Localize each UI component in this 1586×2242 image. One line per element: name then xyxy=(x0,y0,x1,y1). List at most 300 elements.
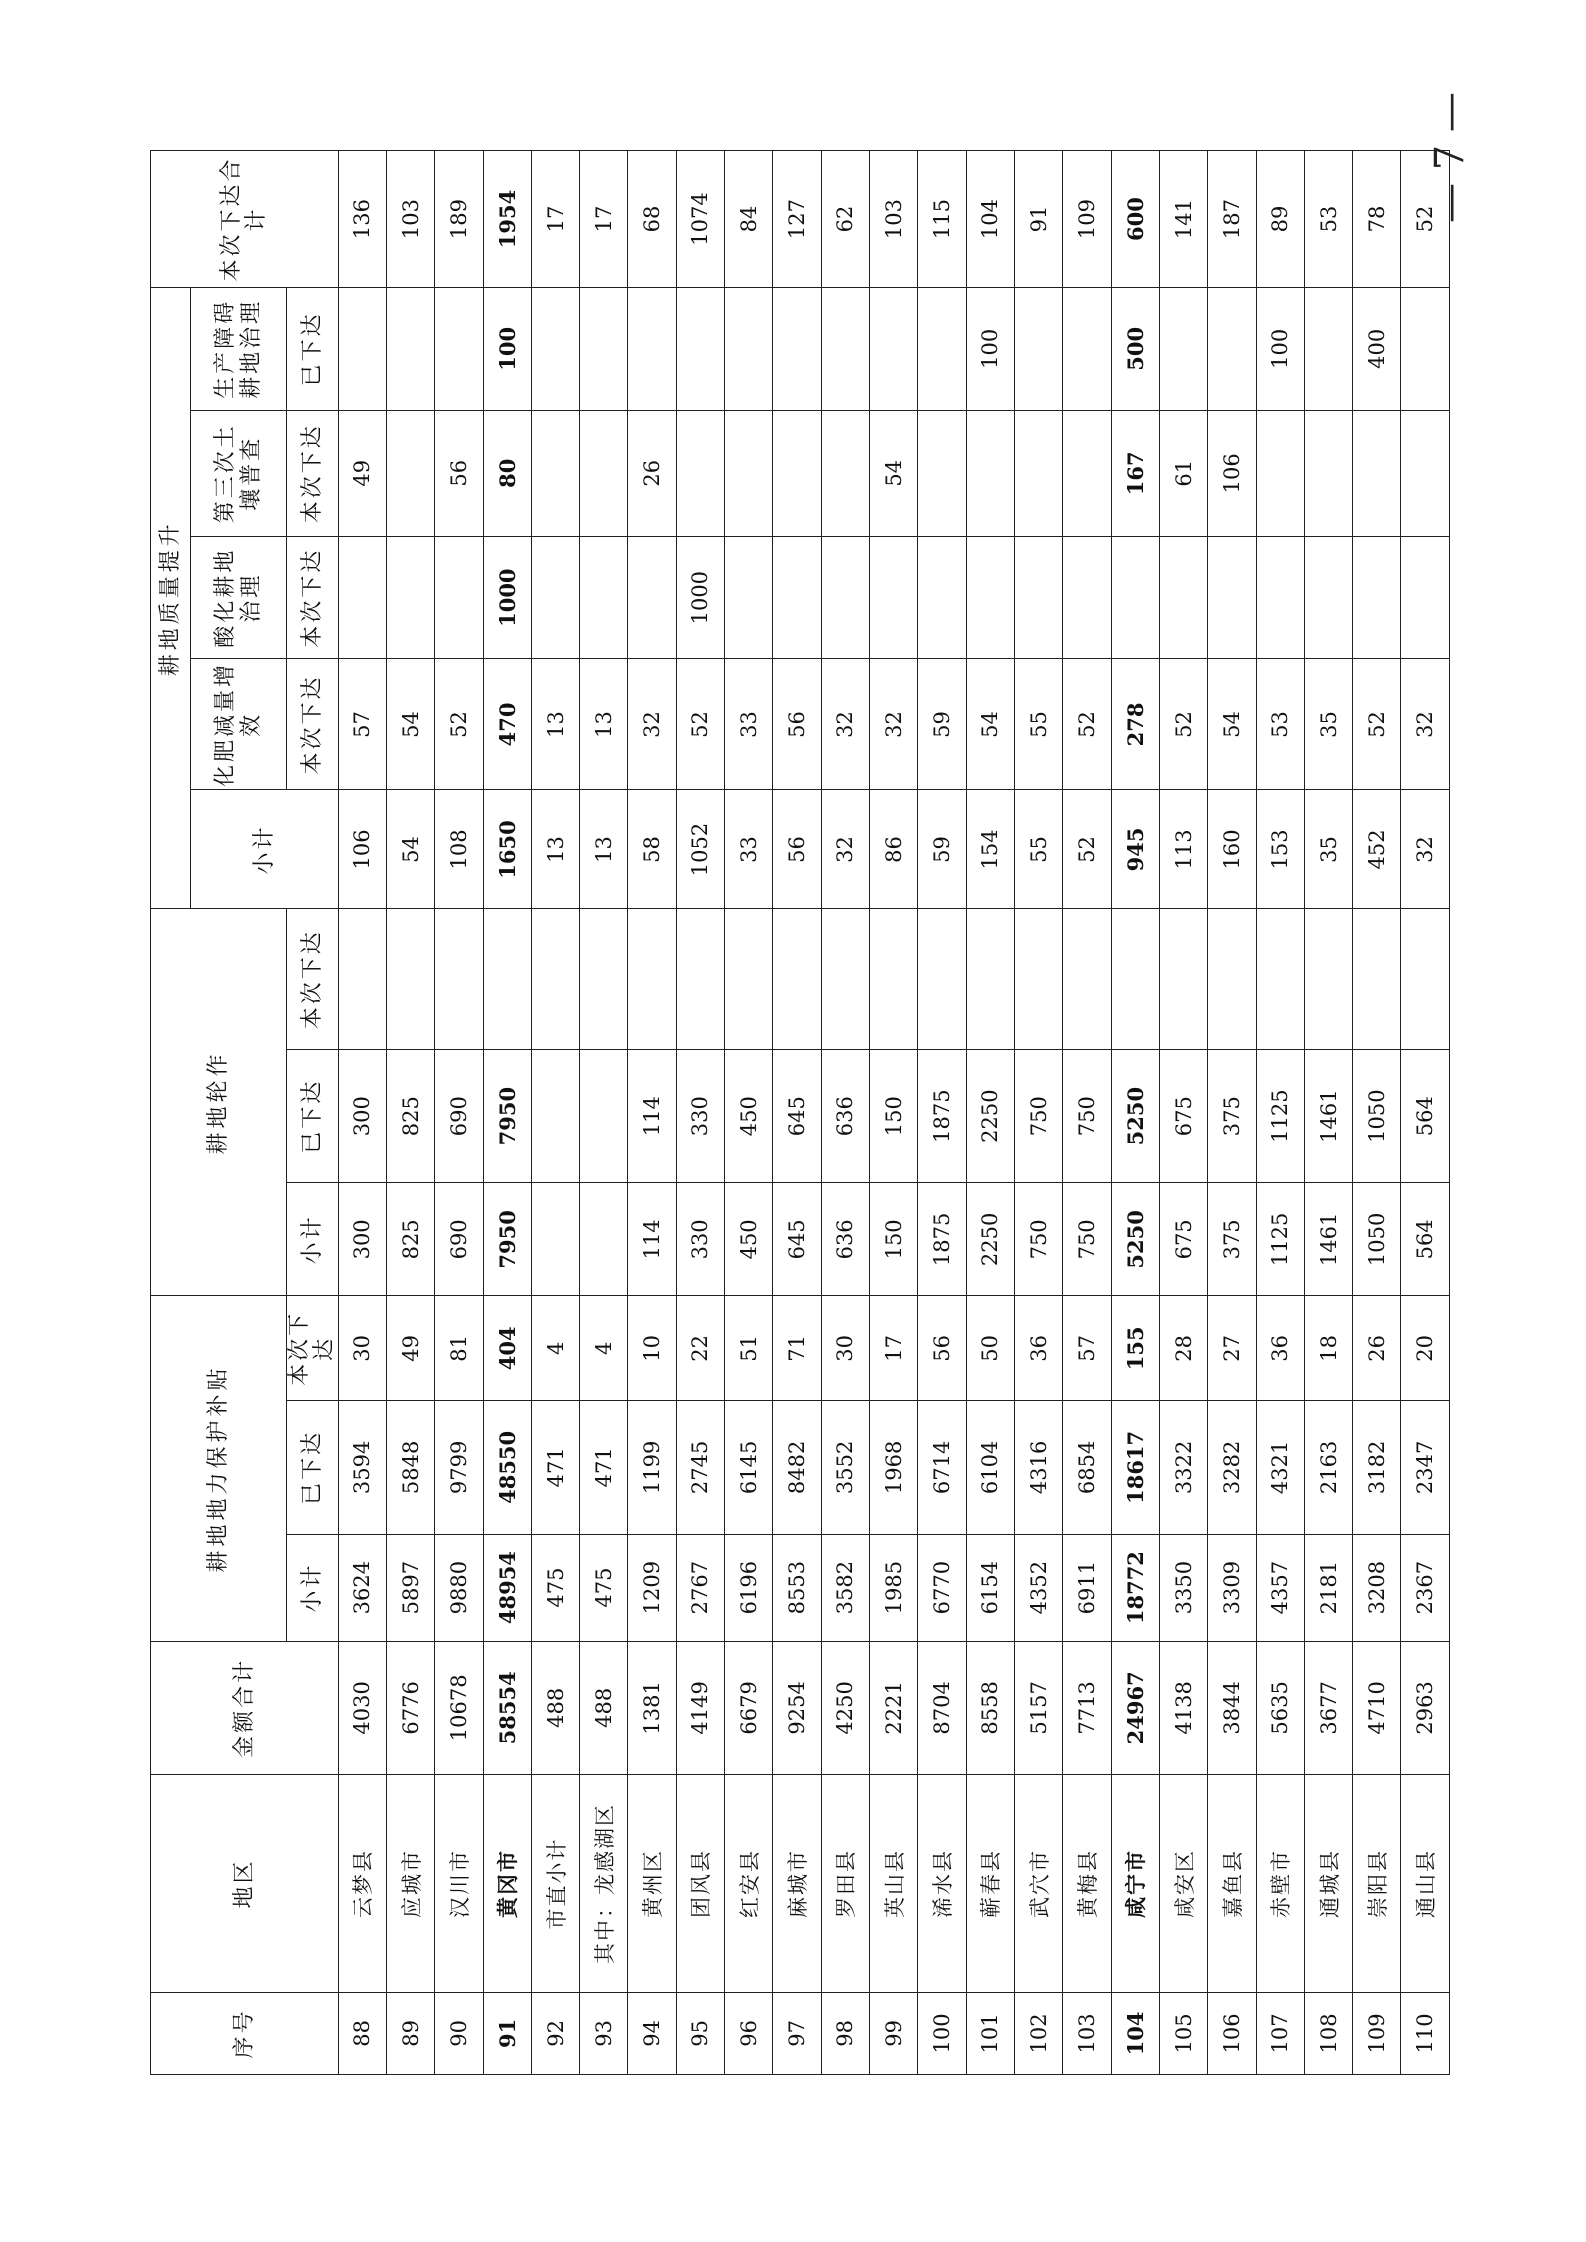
cell-total: 7713 xyxy=(1063,1641,1111,1774)
cell-fs-iss: 3282 xyxy=(1208,1401,1256,1534)
cell-obst xyxy=(435,288,483,411)
cell-rot-sub: 5250 xyxy=(1111,1183,1159,1296)
cell-fs-sub: 48954 xyxy=(483,1534,531,1641)
cell-soil xyxy=(1401,410,1450,536)
table-row xyxy=(1208,151,1256,2075)
cell-rot-iss: 2250 xyxy=(966,1050,1014,1183)
table-row xyxy=(628,151,676,2075)
table-row xyxy=(1256,151,1304,2075)
cell-rot-this xyxy=(918,909,966,1050)
cell-fs-this: 81 xyxy=(435,1296,483,1401)
cell-total: 4138 xyxy=(1159,1641,1207,1774)
cell-q-sub: 55 xyxy=(1014,790,1062,909)
cell-rot-iss xyxy=(580,1050,628,1183)
cell-this-total: 17 xyxy=(531,151,579,288)
cell-rot-this xyxy=(386,909,434,1050)
table-row xyxy=(1111,151,1159,2075)
cell-region: 咸安区 xyxy=(1159,1775,1207,1993)
cell-rot-sub: 150 xyxy=(870,1183,918,1296)
cell-fs-sub: 3582 xyxy=(821,1534,869,1641)
cell-fs-this: 26 xyxy=(1353,1296,1401,1401)
table-row xyxy=(1159,151,1207,2075)
cell-fs-this: 51 xyxy=(725,1296,773,1401)
cell-total: 10678 xyxy=(435,1641,483,1774)
cell-seq: 94 xyxy=(628,1992,676,2074)
cell-acid xyxy=(1208,536,1256,659)
cell-fs-this: 404 xyxy=(483,1296,531,1401)
cell-rot-sub: 300 xyxy=(338,1183,386,1296)
cell-seq: 109 xyxy=(1353,1992,1401,2074)
cell-this-total: 127 xyxy=(773,151,821,288)
cell-seq: 102 xyxy=(1014,1992,1062,2074)
table-row xyxy=(1014,151,1062,2075)
cell-fert: 54 xyxy=(386,659,434,790)
cell-fs-iss: 2745 xyxy=(676,1401,724,1534)
cell-fs-sub: 3309 xyxy=(1208,1534,1256,1641)
cell-q-sub: 945 xyxy=(1111,790,1159,909)
cell-this-total: 68 xyxy=(628,151,676,288)
cell-acid xyxy=(1401,536,1450,659)
cell-rot-sub: 1050 xyxy=(1353,1183,1401,1296)
cell-soil xyxy=(1353,410,1401,536)
cell-total: 5635 xyxy=(1256,1641,1304,1774)
header-obstacle: 生产障碍耕地治理 xyxy=(191,288,287,411)
cell-obst: 100 xyxy=(966,288,1014,411)
cell-q-sub: 13 xyxy=(531,790,579,909)
cell-rot-this xyxy=(628,909,676,1050)
cell-obst xyxy=(580,288,628,411)
cell-rot-iss: 1125 xyxy=(1256,1050,1304,1183)
cell-fs-iss: 8482 xyxy=(773,1401,821,1534)
table-row xyxy=(870,151,918,2075)
cell-region: 云梦县 xyxy=(338,1775,386,1993)
cell-total: 58554 xyxy=(483,1641,531,1774)
cell-fert: 52 xyxy=(435,659,483,790)
cell-fs-sub: 6154 xyxy=(966,1534,1014,1641)
cell-acid xyxy=(821,536,869,659)
cell-seq: 92 xyxy=(531,1992,579,2074)
cell-seq: 110 xyxy=(1401,1992,1450,2074)
cell-region: 罗田县 xyxy=(821,1775,869,1993)
cell-acid xyxy=(870,536,918,659)
cell-q-sub: 108 xyxy=(435,790,483,909)
cell-fert: 56 xyxy=(773,659,821,790)
cell-this-total: 53 xyxy=(1304,151,1352,288)
cell-fs-sub: 4357 xyxy=(1256,1534,1304,1641)
cell-fert: 470 xyxy=(483,659,531,790)
cell-this-total: 84 xyxy=(725,151,773,288)
cell-obst: 400 xyxy=(1353,288,1401,411)
cell-obst xyxy=(1063,288,1111,411)
cell-rot-iss: 7950 xyxy=(483,1050,531,1183)
cell-obst xyxy=(1159,288,1207,411)
cell-total: 5157 xyxy=(1014,1641,1062,1774)
cell-rot-sub: 375 xyxy=(1208,1183,1256,1296)
cell-fs-this: 10 xyxy=(628,1296,676,1401)
rotated-page xyxy=(150,150,1450,2075)
cell-rot-iss: 636 xyxy=(821,1050,869,1183)
cell-acid xyxy=(966,536,1014,659)
cell-rot-sub: 645 xyxy=(773,1183,821,1296)
cell-obst xyxy=(386,288,434,411)
cell-rot-iss: 690 xyxy=(435,1050,483,1183)
cell-fs-sub: 4352 xyxy=(1014,1534,1062,1641)
cell-fs-sub: 2181 xyxy=(1304,1534,1352,1641)
cell-fs-sub: 475 xyxy=(531,1534,579,1641)
cell-obst xyxy=(1304,288,1352,411)
cell-rot-sub: 564 xyxy=(1401,1183,1450,1296)
cell-q-sub: 56 xyxy=(773,790,821,909)
cell-q-sub: 86 xyxy=(870,790,918,909)
header-fertilizer: 化肥减量增效 xyxy=(191,659,287,790)
cell-fs-this: 20 xyxy=(1401,1296,1450,1401)
header-seq: 序号 xyxy=(151,1992,339,2074)
cell-seq: 107 xyxy=(1256,1992,1304,2074)
cell-rot-iss: 1461 xyxy=(1304,1050,1352,1183)
cell-soil xyxy=(918,410,966,536)
cell-fs-this: 71 xyxy=(773,1296,821,1401)
cell-fert: 32 xyxy=(1401,659,1450,790)
cell-acid xyxy=(338,536,386,659)
cell-fert: 54 xyxy=(966,659,1014,790)
cell-seq: 104 xyxy=(1111,1992,1159,2074)
cell-fs-sub: 1985 xyxy=(870,1534,918,1641)
cell-rot-iss: 645 xyxy=(773,1050,821,1183)
cell-fs-sub: 6770 xyxy=(918,1534,966,1641)
cell-soil xyxy=(1256,410,1304,536)
cell-q-sub: 58 xyxy=(628,790,676,909)
cell-rot-sub: 1461 xyxy=(1304,1183,1352,1296)
cell-this-total: 62 xyxy=(821,151,869,288)
cell-obst xyxy=(821,288,869,411)
cell-fert: 52 xyxy=(676,659,724,790)
cell-fert: 13 xyxy=(580,659,628,790)
cell-obst xyxy=(338,288,386,411)
funding-table xyxy=(150,150,1450,2075)
cell-fs-this: 27 xyxy=(1208,1296,1256,1401)
cell-rot-sub: 1875 xyxy=(918,1183,966,1296)
cell-soil xyxy=(821,410,869,536)
cell-region: 应城市 xyxy=(386,1775,434,1993)
cell-total: 3677 xyxy=(1304,1641,1352,1774)
cell-fert: 55 xyxy=(1014,659,1062,790)
cell-fert: 52 xyxy=(1159,659,1207,790)
cell-this-total: 17 xyxy=(580,151,628,288)
cell-rot-this xyxy=(725,909,773,1050)
header-acidified: 酸化耕地治理 xyxy=(191,536,287,659)
cell-fs-iss: 3322 xyxy=(1159,1401,1207,1534)
cell-seq: 89 xyxy=(386,1992,434,2074)
cell-fs-iss: 2347 xyxy=(1401,1401,1450,1534)
cell-fs-iss: 1199 xyxy=(628,1401,676,1534)
cell-soil xyxy=(580,410,628,536)
cell-rot-sub xyxy=(531,1183,579,1296)
cell-fs-iss: 5848 xyxy=(386,1401,434,1534)
cell-acid xyxy=(773,536,821,659)
cell-fs-this: 17 xyxy=(870,1296,918,1401)
table-row xyxy=(725,151,773,2075)
cell-q-sub: 32 xyxy=(1401,790,1450,909)
cell-fs-iss: 18617 xyxy=(1111,1401,1159,1534)
cell-region: 蕲春县 xyxy=(966,1775,1014,1993)
cell-rot-sub: 114 xyxy=(628,1183,676,1296)
cell-rot-sub: 7950 xyxy=(483,1183,531,1296)
header-obst-issued: 已下达 xyxy=(287,288,339,411)
cell-obst xyxy=(1401,288,1450,411)
cell-seq: 100 xyxy=(918,1992,966,2074)
table-row xyxy=(1304,151,1352,2075)
cell-this-total: 78 xyxy=(1353,151,1401,288)
table-row xyxy=(531,151,579,2075)
cell-fs-sub: 8553 xyxy=(773,1534,821,1641)
cell-soil: 80 xyxy=(483,410,531,536)
cell-fs-sub: 18772 xyxy=(1111,1534,1159,1641)
cell-region: 黄冈市 xyxy=(483,1775,531,1993)
cell-fs-iss: 6854 xyxy=(1063,1401,1111,1534)
cell-rot-this xyxy=(531,909,579,1050)
cell-region: 浠水县 xyxy=(918,1775,966,1993)
cell-total: 6679 xyxy=(725,1641,773,1774)
cell-rot-this xyxy=(435,909,483,1050)
cell-acid xyxy=(435,536,483,659)
cell-rot-sub: 825 xyxy=(386,1183,434,1296)
cell-q-sub: 452 xyxy=(1353,790,1401,909)
cell-fs-iss: 471 xyxy=(580,1401,628,1534)
cell-this-total: 141 xyxy=(1159,151,1207,288)
cell-region: 市直小计 xyxy=(531,1775,579,1993)
cell-region: 黄梅县 xyxy=(1063,1775,1111,1993)
cell-seq: 103 xyxy=(1063,1992,1111,2074)
cell-rot-sub: 2250 xyxy=(966,1183,1014,1296)
cell-rot-iss: 450 xyxy=(725,1050,773,1183)
cell-seq: 105 xyxy=(1159,1992,1207,2074)
cell-acid xyxy=(1159,536,1207,659)
cell-seq: 106 xyxy=(1208,1992,1256,2074)
cell-rot-this xyxy=(966,909,1014,1050)
cell-fert: 13 xyxy=(531,659,579,790)
cell-this-total: 136 xyxy=(338,151,386,288)
cell-rot-sub: 675 xyxy=(1159,1183,1207,1296)
cell-fs-iss: 471 xyxy=(531,1401,579,1534)
cell-rot-sub: 450 xyxy=(725,1183,773,1296)
cell-soil xyxy=(966,410,1014,536)
header-rot-issued: 已下达 xyxy=(287,1050,339,1183)
cell-acid xyxy=(1111,536,1159,659)
cell-obst xyxy=(773,288,821,411)
cell-fs-this: 30 xyxy=(821,1296,869,1401)
cell-this-total: 109 xyxy=(1063,151,1111,288)
cell-soil xyxy=(1014,410,1062,536)
cell-fs-this: 4 xyxy=(580,1296,628,1401)
cell-acid xyxy=(1256,536,1304,659)
cell-rot-this xyxy=(1208,909,1256,1050)
cell-fs-sub: 3624 xyxy=(338,1534,386,1641)
header-fs-subtotal: 小计 xyxy=(287,1534,339,1641)
cell-rot-iss: 300 xyxy=(338,1050,386,1183)
cell-soil xyxy=(676,410,724,536)
table-row xyxy=(773,151,821,2075)
cell-this-total: 1074 xyxy=(676,151,724,288)
cell-total: 4030 xyxy=(338,1641,386,1774)
table-row xyxy=(338,151,386,2075)
cell-fert: 53 xyxy=(1256,659,1304,790)
cell-q-sub: 32 xyxy=(821,790,869,909)
header-quality-subtotal: 小计 xyxy=(191,790,339,909)
header-rot-this: 本次下达 xyxy=(287,909,339,1050)
cell-region: 团风县 xyxy=(676,1775,724,1993)
cell-soil xyxy=(773,410,821,536)
cell-rot-iss: 825 xyxy=(386,1050,434,1183)
header-rot-subtotal: 小计 xyxy=(287,1183,339,1296)
cell-rot-this xyxy=(1256,909,1304,1050)
cell-acid xyxy=(386,536,434,659)
header-fs-issued: 已下达 xyxy=(287,1401,339,1534)
cell-seq: 95 xyxy=(676,1992,724,2074)
cell-fs-iss: 4316 xyxy=(1014,1401,1062,1534)
cell-rot-iss: 114 xyxy=(628,1050,676,1183)
table-row xyxy=(483,151,531,2075)
cell-q-sub: 153 xyxy=(1256,790,1304,909)
header-rotation: 耕地轮作 xyxy=(151,909,287,1296)
cell-fs-sub: 1209 xyxy=(628,1534,676,1641)
cell-fs-this: 49 xyxy=(386,1296,434,1401)
cell-fs-this: 50 xyxy=(966,1296,1014,1401)
cell-q-sub: 52 xyxy=(1063,790,1111,909)
cell-acid xyxy=(531,536,579,659)
cell-fert: 32 xyxy=(821,659,869,790)
cell-rot-iss: 675 xyxy=(1159,1050,1207,1183)
cell-rot-this xyxy=(1304,909,1352,1050)
cell-fs-this: 30 xyxy=(338,1296,386,1401)
cell-acid: 1000 xyxy=(483,536,531,659)
cell-region: 其中：龙感湖区 xyxy=(580,1775,628,1993)
cell-rot-this xyxy=(870,909,918,1050)
cell-this-total: 1954 xyxy=(483,151,531,288)
cell-obst xyxy=(628,288,676,411)
cell-fs-sub: 3208 xyxy=(1353,1534,1401,1641)
cell-total: 4250 xyxy=(821,1641,869,1774)
cell-total: 1381 xyxy=(628,1641,676,1774)
cell-this-total: 89 xyxy=(1256,151,1304,288)
cell-rot-this xyxy=(338,909,386,1050)
cell-rot-iss: 750 xyxy=(1014,1050,1062,1183)
cell-fert: 57 xyxy=(338,659,386,790)
cell-this-total: 600 xyxy=(1111,151,1159,288)
cell-fert: 35 xyxy=(1304,659,1352,790)
cell-this-total: 52 xyxy=(1401,151,1450,288)
cell-rot-sub: 636 xyxy=(821,1183,869,1296)
cell-fs-this: 4 xyxy=(531,1296,579,1401)
cell-soil xyxy=(1304,410,1352,536)
cell-soil: 167 xyxy=(1111,410,1159,536)
cell-total: 4710 xyxy=(1353,1641,1401,1774)
cell-rot-this xyxy=(483,909,531,1050)
cell-rot-iss: 1875 xyxy=(918,1050,966,1183)
cell-fs-this: 155 xyxy=(1111,1296,1159,1401)
cell-rot-this xyxy=(1353,909,1401,1050)
cell-fs-this: 57 xyxy=(1063,1296,1111,1401)
table-row xyxy=(1353,151,1401,2075)
cell-fs-this: 22 xyxy=(676,1296,724,1401)
cell-seq: 90 xyxy=(435,1992,483,2074)
cell-q-sub: 33 xyxy=(725,790,773,909)
cell-region: 赤壁市 xyxy=(1256,1775,1304,1993)
cell-rot-iss xyxy=(531,1050,579,1183)
header-soil-this: 本次下达 xyxy=(287,410,339,536)
cell-rot-iss: 750 xyxy=(1063,1050,1111,1183)
cell-this-total: 115 xyxy=(918,151,966,288)
cell-seq: 93 xyxy=(580,1992,628,2074)
cell-this-total: 91 xyxy=(1014,151,1062,288)
cell-acid xyxy=(628,536,676,659)
cell-fert: 33 xyxy=(725,659,773,790)
cell-obst xyxy=(918,288,966,411)
cell-acid xyxy=(1353,536,1401,659)
table-body xyxy=(338,151,1449,2075)
cell-obst xyxy=(531,288,579,411)
cell-soil: 56 xyxy=(435,410,483,536)
cell-q-sub: 106 xyxy=(338,790,386,909)
cell-rot-this xyxy=(1063,909,1111,1050)
cell-rot-iss: 150 xyxy=(870,1050,918,1183)
cell-rot-this xyxy=(580,909,628,1050)
header-soil-census: 第三次土壤普查 xyxy=(191,410,287,536)
cell-rot-sub: 330 xyxy=(676,1183,724,1296)
cell-fs-this: 36 xyxy=(1014,1296,1062,1401)
cell-fs-this: 36 xyxy=(1256,1296,1304,1401)
cell-acid xyxy=(725,536,773,659)
cell-fs-sub: 6911 xyxy=(1063,1534,1111,1641)
cell-fs-iss: 4321 xyxy=(1256,1401,1304,1534)
cell-seq: 96 xyxy=(725,1992,773,2074)
cell-q-sub: 113 xyxy=(1159,790,1207,909)
header-fert-this: 本次下达 xyxy=(287,659,339,790)
header-amount-total: 金额合计 xyxy=(151,1641,339,1774)
cell-fs-this: 18 xyxy=(1304,1296,1352,1401)
cell-q-sub: 160 xyxy=(1208,790,1256,909)
cell-region: 麻城市 xyxy=(773,1775,821,1993)
cell-soil xyxy=(1063,410,1111,536)
cell-soil xyxy=(386,410,434,536)
cell-obst: 500 xyxy=(1111,288,1159,411)
cell-total: 4149 xyxy=(676,1641,724,1774)
cell-rot-sub: 690 xyxy=(435,1183,483,1296)
cell-q-sub: 54 xyxy=(386,790,434,909)
table-row xyxy=(1063,151,1111,2075)
table-row xyxy=(435,151,483,2075)
cell-rot-iss: 375 xyxy=(1208,1050,1256,1183)
cell-fs-iss: 6714 xyxy=(918,1401,966,1534)
cell-fs-sub: 3350 xyxy=(1159,1534,1207,1641)
table-row xyxy=(966,151,1014,2075)
cell-region: 英山县 xyxy=(870,1775,918,1993)
header-fertility-subsidy: 耕地地力保护补贴 xyxy=(151,1296,287,1641)
cell-obst xyxy=(676,288,724,411)
table-row xyxy=(676,151,724,2075)
cell-rot-this xyxy=(1014,909,1062,1050)
cell-fs-iss: 3552 xyxy=(821,1401,869,1534)
cell-obst: 100 xyxy=(1256,288,1304,411)
cell-fs-sub: 9880 xyxy=(435,1534,483,1641)
cell-region: 红安县 xyxy=(725,1775,773,1993)
cell-fs-sub: 2367 xyxy=(1401,1534,1450,1641)
cell-rot-sub: 750 xyxy=(1063,1183,1111,1296)
cell-q-sub: 154 xyxy=(966,790,1014,909)
cell-q-sub: 1650 xyxy=(483,790,531,909)
cell-acid: 1000 xyxy=(676,536,724,659)
table-row xyxy=(918,151,966,2075)
cell-fs-iss: 6145 xyxy=(725,1401,773,1534)
